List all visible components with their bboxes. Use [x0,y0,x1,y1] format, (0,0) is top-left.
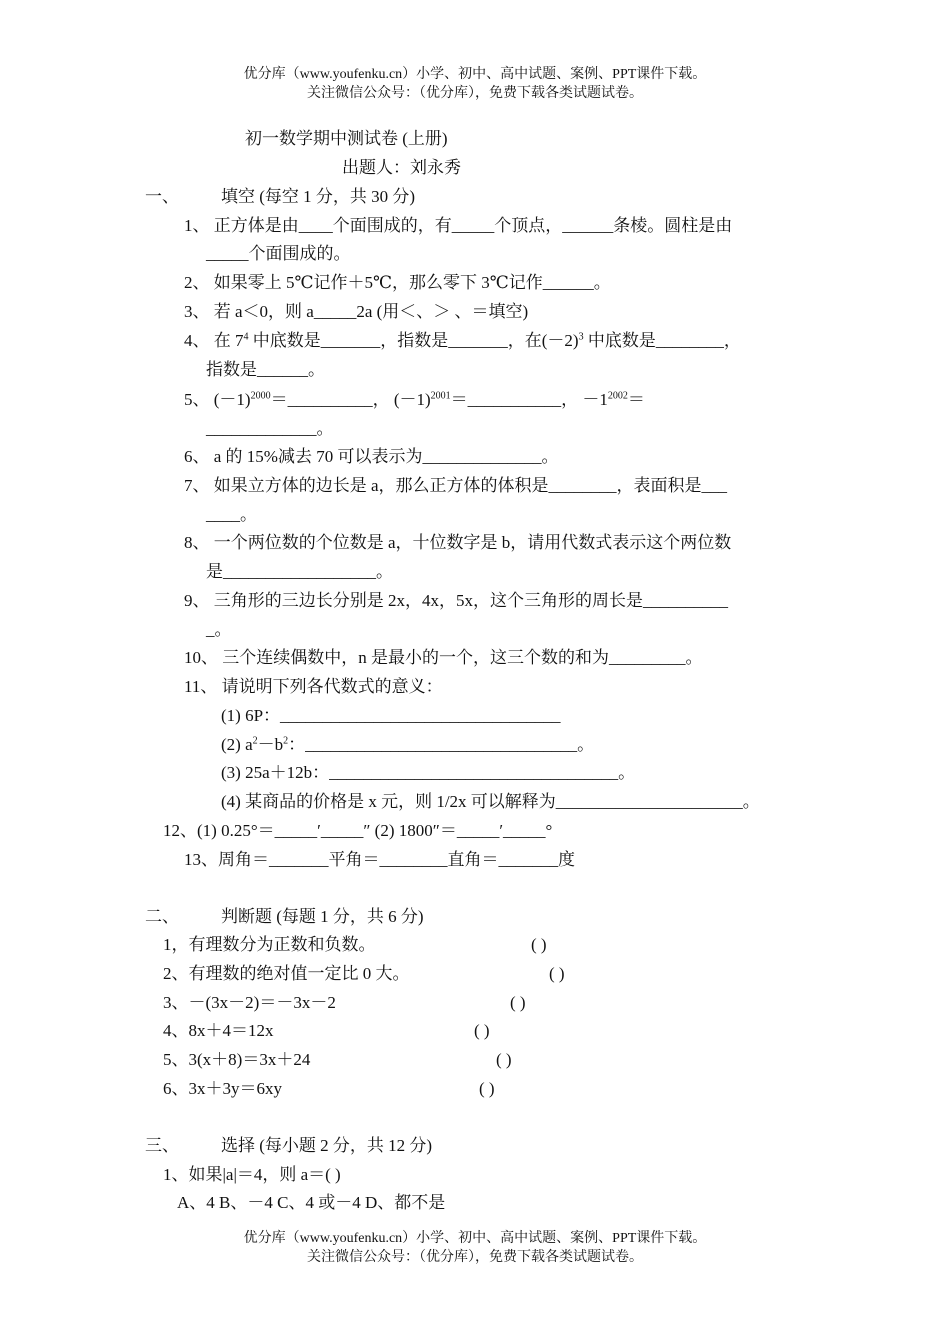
question-6: 6、 a 的 15%减去 70 可以表示为______________。 [184,447,559,466]
question-12: 12、(1) 0.25°＝_____′_____″ (2) 1800″＝_____′_____° [163,821,553,840]
judgement-item-5: 5、3(x＋8)＝3x＋24 [163,1050,311,1069]
question-5-line1 [184,389,645,411]
q4-exponent-b: 3 [578,331,584,343]
question-9-line2: _。 [206,620,232,639]
question-1-line2: _____个面围成的。 [206,244,351,263]
question-3: 3、 若 a＜0，则 a_____2a (用＜、＞ 、＝填空) [184,302,529,321]
q4-exponent-a: 4 [243,331,249,343]
question-11: 11、 请说明下列各代数式的意义： [184,677,443,696]
judgement-answer-5[interactable]: ( ) [496,1050,512,1069]
q5-exponent-b: 2001 [430,390,451,402]
question-11-part4: (4) 某商品的价格是 x 元，则 1/2x 可以解释为______________________。 [221,792,760,811]
section2-number: 二、 [145,907,179,926]
page-header-line1: 优分库（www.youfenku.cn）小学、初中、高中试题、案例、PPT课件下载。 [243,67,707,82]
q5-text-c: ＝___________， －1 [450,390,608,409]
question-11-part3: (3) 25a＋12b：__________________________________。 [221,763,636,782]
question-8-line2: 是__________________。 [206,562,393,581]
section1-title: 填空 (每空 1 分，共 30 分) [221,187,416,206]
choice-question-1-options: A、4 B、－4 C、4 或－4 D、都不是 [177,1193,446,1212]
question-10: 10、 三个连续偶数中，n 是最小的一个，这三个数的和为_________。 [184,648,703,667]
exam-author: 出题人：刘永秀 [342,158,461,177]
section1-number: 一、 [145,187,179,206]
judgement-answer-2[interactable]: ( ) [549,964,565,983]
q5-text-d: ＝ [627,390,645,409]
q5-text-b: ＝__________， (－1) [270,390,431,409]
q11-2-text-b: －b [257,735,284,754]
question-4-line1 [184,330,741,352]
section2-title: 判断题 (每题 1 分，共 6 分) [221,907,424,926]
question-8-line1: 8、 一个两位数的个位数是 a，十位数字是 b，请用代数式表示这个两位数 [184,533,732,552]
judgement-answer-4[interactable]: ( ) [474,1021,490,1040]
q11-2-text-a: (2) a [221,735,253,754]
judgement-answer-6[interactable]: ( ) [479,1079,495,1098]
question-7-line1: 7、 如果立方体的边长是 a，那么正方体的体积是________，表面积是___ [184,476,728,495]
q5-text-a: 5、 (－1) [184,390,251,409]
choice-question-1: 1、如果|a|＝4，则 a＝( ) [163,1165,341,1184]
question-9-line1: 9、 三角形的三边长分别是 2x，4x，5x，这个三角形的周长是__________ [184,591,728,610]
question-2: 2、 如果零上 5℃记作＋5℃，那么零下 3℃记作______。 [184,273,611,292]
q11-2-exponent-a: 2 [252,735,258,747]
question-4-line2: 指数是______。 [206,360,325,379]
judgement-item-3: 3、－(3x－2)＝－3x－2 [163,993,336,1012]
judgement-item-2: 2、有理数的绝对值一定比 0 大。 [163,964,410,983]
page-footer-line1: 优分库（www.youfenku.cn）小学、初中、高中试题、案例、PPT课件下载。 [243,1231,707,1246]
question-11-part1: (1) 6P：_________________________________ [221,706,561,725]
question-5-line2: _____________。 [206,419,334,438]
exam-title: 初一数学期中测试卷 (上册) [245,129,448,148]
section3-number: 三、 [145,1136,179,1155]
page-header-line2: 关注微信公众号：（优分库），免费下载各类试题试卷。 [307,86,643,101]
question-13: 13、周角＝_______平角＝________直角＝_______度 [184,850,575,869]
question-7-line2: ____。 [206,505,257,524]
judgement-item-1: 1，有理数分为正数和负数。 [163,935,376,954]
q4-text-c: 中底数是________， [583,331,741,350]
q5-exponent-a: 2000 [250,390,271,402]
section3-title: 选择 (每小题 2 分，共 12 分) [221,1136,433,1155]
question-11-part2 [221,734,594,756]
judgement-item-6: 6、3x＋3y＝6xy [163,1079,282,1098]
judgement-answer-3[interactable]: ( ) [510,993,526,1012]
q5-exponent-c: 2002 [607,390,628,402]
judgement-item-4: 4、8x＋4＝12x [163,1021,274,1040]
judgement-answer-1[interactable]: ( ) [531,935,547,954]
page-footer-line2: 关注微信公众号：（优分库），免费下载各类试题试卷。 [307,1250,643,1265]
q11-2-text-c: ：________________________________。 [288,735,595,754]
q4-text-a: 4、 在 7 [184,331,244,350]
q11-2-exponent-b: 2 [283,735,289,747]
question-1-line1: 1、 正方体是由____个面围成的，有_____个顶点，______条棱。圆柱是由 [184,216,733,235]
q4-text-b: 中底数是_______，指数是_______，在(－2) [248,331,579,350]
